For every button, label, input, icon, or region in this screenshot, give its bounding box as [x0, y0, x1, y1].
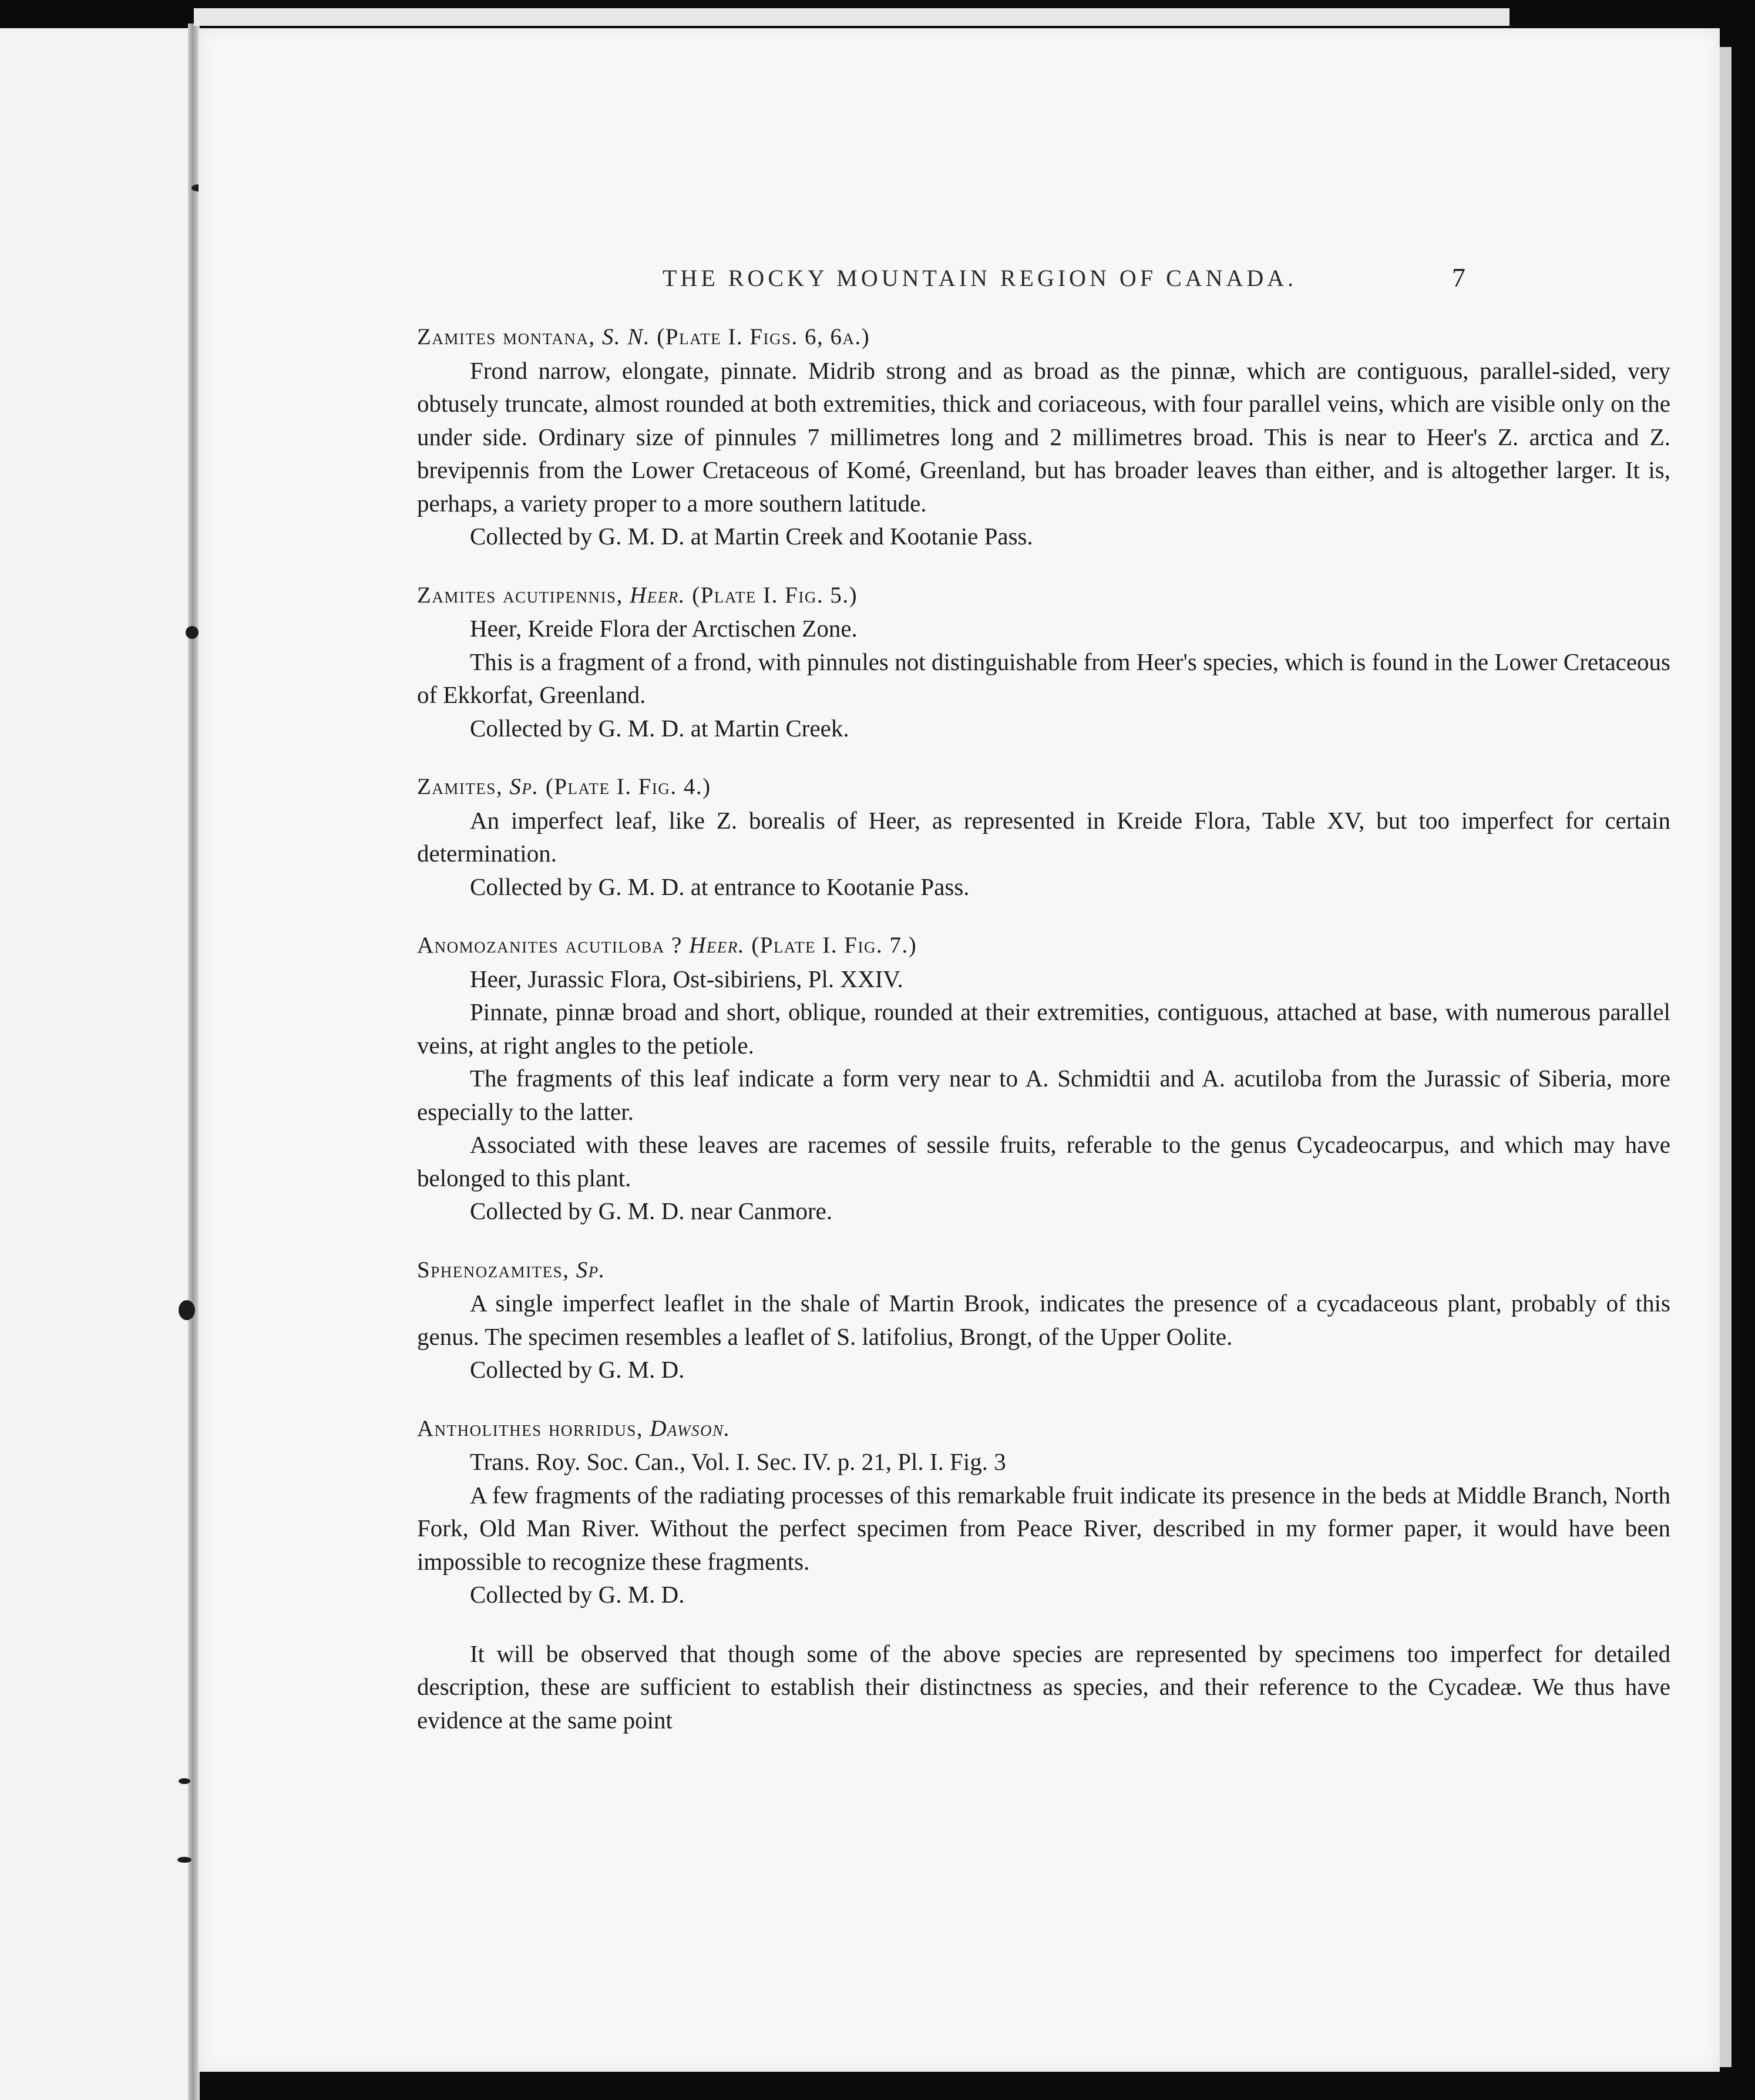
species-author: S. N.: [601, 324, 651, 349]
page-top-edge: [194, 8, 1509, 26]
collection-note: Collected by G. M. D.: [470, 1581, 685, 1608]
species-name: Zamites acutipennis: [417, 582, 617, 608]
margin-speck: [177, 1857, 191, 1863]
species-author: Heer.: [689, 933, 745, 958]
bibliographic-reference: Heer, Jurassic Flora, Ost-sibiriens, Pl. XXIV.: [470, 965, 903, 992]
document-page: [199, 28, 1720, 2072]
species-author: Dawson.: [650, 1415, 731, 1441]
plate-reference: (Plate I. Figs. 6, 6a.): [657, 324, 870, 349]
species-heading: Antholithes horridus, Dawson.: [417, 1415, 731, 1441]
plate-reference: (Plate I. Fig. 7.): [751, 933, 917, 958]
species-name: Zamites: [417, 774, 496, 799]
species-author: Heer.: [630, 582, 685, 608]
bibliographic-reference: Trans. Roy. Soc. Can., Vol. I. Sec. IV. p. 21, Pl. I. Fig. 3: [470, 1448, 1006, 1475]
description-paragraph: Frond narrow, elongate, pinnate. Midrib strong and as broad as the pinnæ, which are contiguous, parallel-sided, very obtusely truncate, almost rounded at both extremities, thick and coriaceous, with four parallel veins, which are visible only on the under side. Ordinary size of pinnules 7 millimetres long and 2 millimetres broad. This is near to Heer's Z. arctica and Z. brevipennis from the Lower Cretaceous of Komé, Greenland, but has broader leaves than either, and is altogether larger. It is, perhaps, a variety proper to a more southern latitude.: [417, 356, 1670, 517]
species-entry: [417, 770, 1670, 903]
collection-note: Collected by G. M. D. near Canmore.: [470, 1197, 833, 1224]
species-heading: Zamites acutipennis, Heer. (Plate I. Fig. 5.): [417, 582, 858, 608]
description-paragraph: Associated with these leaves are racemes of sessile fruits, referable to the genus Cycadeocarpus, and which may have belonged to this plant.: [417, 1131, 1670, 1192]
bibliographic-reference: Heer, Kreide Flora der Arctischen Zone.: [470, 615, 858, 642]
description-paragraph: Pinnate, pinnæ broad and short, oblique, rounded at their extremities, contiguous, attached at base, with numerous parallel veins, at right angles to the petiole.: [417, 998, 1670, 1059]
species-entry: [417, 929, 1670, 1228]
book-gutter: [188, 23, 200, 2100]
page-right-edge: [1720, 47, 1732, 2067]
species-entry: [417, 1254, 1670, 1386]
collection-note: Collected by G. M. D. at entrance to Kootanie Pass.: [470, 873, 970, 900]
species-entry: [417, 579, 1670, 745]
species-author: Sp.: [509, 774, 539, 799]
species-author: Sp.: [576, 1257, 606, 1283]
page-header: [199, 264, 1720, 299]
margin-speck: [179, 1778, 190, 1784]
plate-reference: (Plate I. Fig. 4.): [545, 774, 711, 799]
description-paragraph: The fragments of this leaf indicate a form very near to A. Schmidtii and A. acutiloba from the Jurassic of Siberia, more especially to the latter.: [417, 1065, 1670, 1125]
species-name: Antholithes horridus: [417, 1415, 637, 1441]
species-entry: [417, 1412, 1670, 1611]
species-heading: [417, 929, 1670, 962]
description-paragraph: This is a fragment of a frond, with pinnules not distinguishable from Heer's species, which is found in the Lower Cretaceous of Ekkorfat, Greenland.: [417, 648, 1670, 708]
description-paragraph: A single imperfect leaflet in the shale of Martin Brook, indicates the presence of a cycadaceous plant, probably of this genus. The specimen resembles a leaflet of S. latifolius, Brongt, of the Upper Oolite.: [417, 1290, 1670, 1350]
species-name: Sphenozamites: [417, 1257, 563, 1283]
species-heading: Zamites, Sp. (Plate I. Fig. 4.): [417, 774, 711, 799]
margin-speck: [186, 626, 199, 639]
species-heading: Sphenozamites, Sp.: [417, 1257, 606, 1283]
closing-section: [417, 1637, 1670, 1737]
collection-note: Collected by G. M. D.: [470, 1356, 685, 1383]
closing-paragraph: It will be observed that though some of the above species are represented by specimens too imperfect for detailed description, these are sufficient to establish their distinctness as species, and their reference to the Cycadeæ. We thus have evidence at the same point: [417, 1640, 1670, 1734]
description-paragraph: A few fragments of the radiating processes of this remarkable fruit indicate its presence in the beds at Middle Branch, North Fork, Old Man River. Without the perfect specimen from Peace River, described in my former paper, it would have been impossible to recognize these fragments.: [417, 1481, 1670, 1575]
collection-note: Collected by G. M. D. at Martin Creek.: [470, 714, 849, 742]
description-paragraph: An imperfect leaf, like Z. borealis of Heer, as represented in Kreide Flora, Table XV, but too imperfect for certain determination.: [417, 806, 1670, 867]
facing-page-margin: [0, 28, 194, 2100]
species-entry: [417, 321, 1670, 553]
collection-note: Collected by G. M. D. at Martin Creek and Kootanie Pass.: [470, 523, 1033, 550]
species-name: Zamites montana: [417, 324, 589, 349]
plate-reference: (Plate I. Fig. 5.): [692, 582, 858, 608]
page-body: [417, 321, 1670, 1736]
running-title: THE ROCKY MOUNTAIN REGION OF CANADA.: [663, 265, 1297, 291]
page-number: 7: [1452, 262, 1465, 292]
margin-speck: [179, 1300, 195, 1320]
species-name: Anomozanites acutiloba ?: [417, 933, 682, 958]
species-heading: Zamites montana, S. N. (Plate I. Figs. 6, 6a.): [417, 324, 870, 349]
